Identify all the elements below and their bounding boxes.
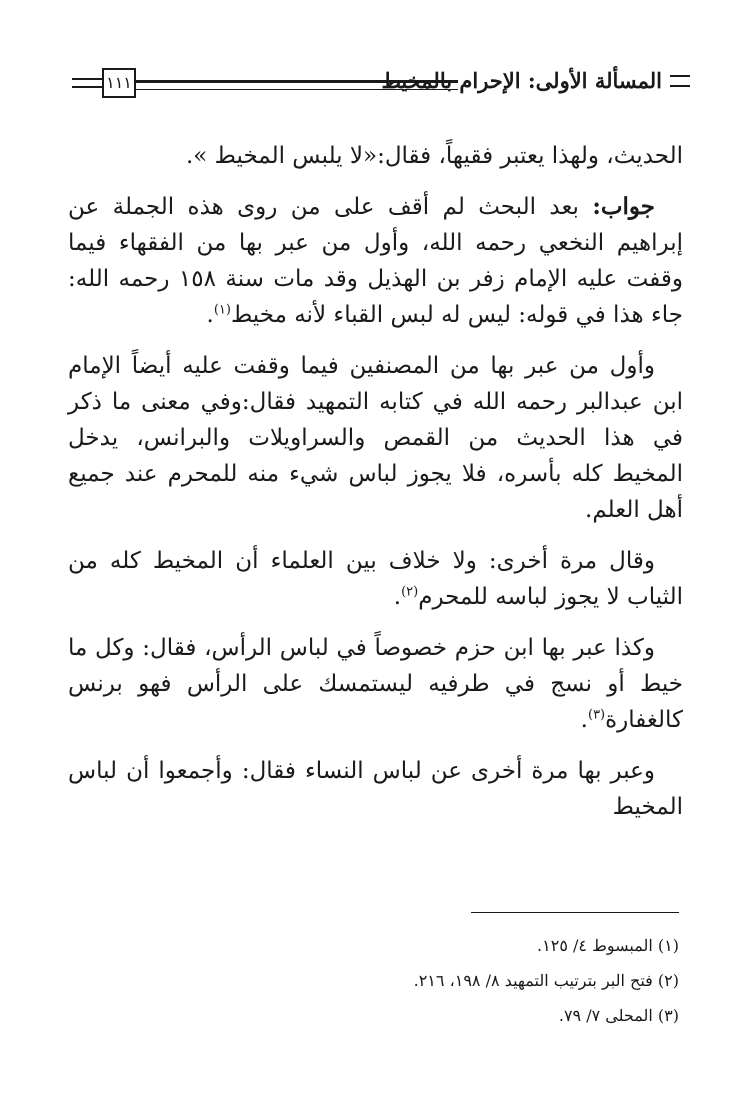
paragraph-1-text: الحديث، ولهذا يعتبر فقيهاً، فقال:«لا يلبس المخيط ».	[185, 143, 683, 169]
paragraph-1	[68, 138, 683, 174]
paragraph-4-end: .	[393, 584, 402, 610]
footnotes	[69, 928, 679, 1033]
paragraph-4	[68, 543, 683, 615]
paragraph-2-text: بعد البحث لم أقف على من روى هذه الجملة عن إبراهيم النخعي رحمه الله، وأول من عبر بها من الفقهاء فيما وقفت عليه الإمام زفر بن الهذيل وقد مات سنة ١٥٨ رحمه الله: جاء هذا في قوله: ليس له لبس القباء لأنه مخيط	[68, 194, 683, 328]
footnote-divider	[471, 912, 679, 913]
header-double-rule	[132, 80, 458, 90]
main-text	[68, 138, 683, 840]
header-ornament	[670, 75, 690, 87]
paragraph-2-end: .	[206, 302, 214, 328]
footnote-1: (١) المبسوط ٤/ ١٢٥.	[537, 936, 679, 955]
footnote-3: (٣) المحلى ٧/ ٧٩.	[558, 1006, 679, 1025]
paragraph-4-text: وقال مرة أخرى: ولا خلاف بين العلماء أن المخيط كله من الثياب لا يجوز لباسه للمحرم	[68, 548, 683, 610]
paragraph-5	[68, 630, 683, 738]
running-header	[72, 66, 690, 100]
paragraph-6-text: وعبر بها مرة أخرى عن لباس النساء فقال: وأجمعوا أن لباس المخيط	[68, 758, 683, 820]
footnote-ref-3[interactable]: (٣)	[587, 707, 606, 723]
paragraph-2	[68, 189, 683, 333]
answer-label: جواب:	[592, 193, 655, 220]
paragraph-5-end: .	[580, 707, 588, 733]
page-number: ١١١	[102, 68, 136, 98]
paragraph-3	[68, 348, 683, 528]
header-rule-end	[72, 78, 102, 88]
paragraph-6	[68, 753, 683, 825]
paragraph-5-text: وكذا عبر بها ابن حزم خصوصاً في لباس الرأس، فقال: وكل ما خيط أو نسج في طرفيه ليستمسك على الرأس فهو برنس كالغفارة	[68, 635, 683, 733]
footnote-2: (٢) فتح البر بترتيب التمهيد ٨/ ١٩٨، ٢١٦.	[413, 971, 679, 990]
footnote-ref-2[interactable]: (٢)	[401, 584, 419, 600]
chapter-title-text: المسألة الأولى: الإحرام بالمخيط	[381, 68, 662, 93]
paragraph-3-text: وأول من عبر بها من المصنفين فيما وقفت عليه أيضاً الإمام ابن عبدالبر رحمه الله في كتابه التمهيد فقال:وفي معنى ما ذكر في هذا الحديث من القمص والسراويلات والبرانس، يدخل المخيط كله بأسره، فلا يجوز لباس شيء منه للمحرم عند جميع أهل العلم.	[68, 353, 683, 523]
footnote-ref-1[interactable]: (١)	[213, 302, 231, 318]
